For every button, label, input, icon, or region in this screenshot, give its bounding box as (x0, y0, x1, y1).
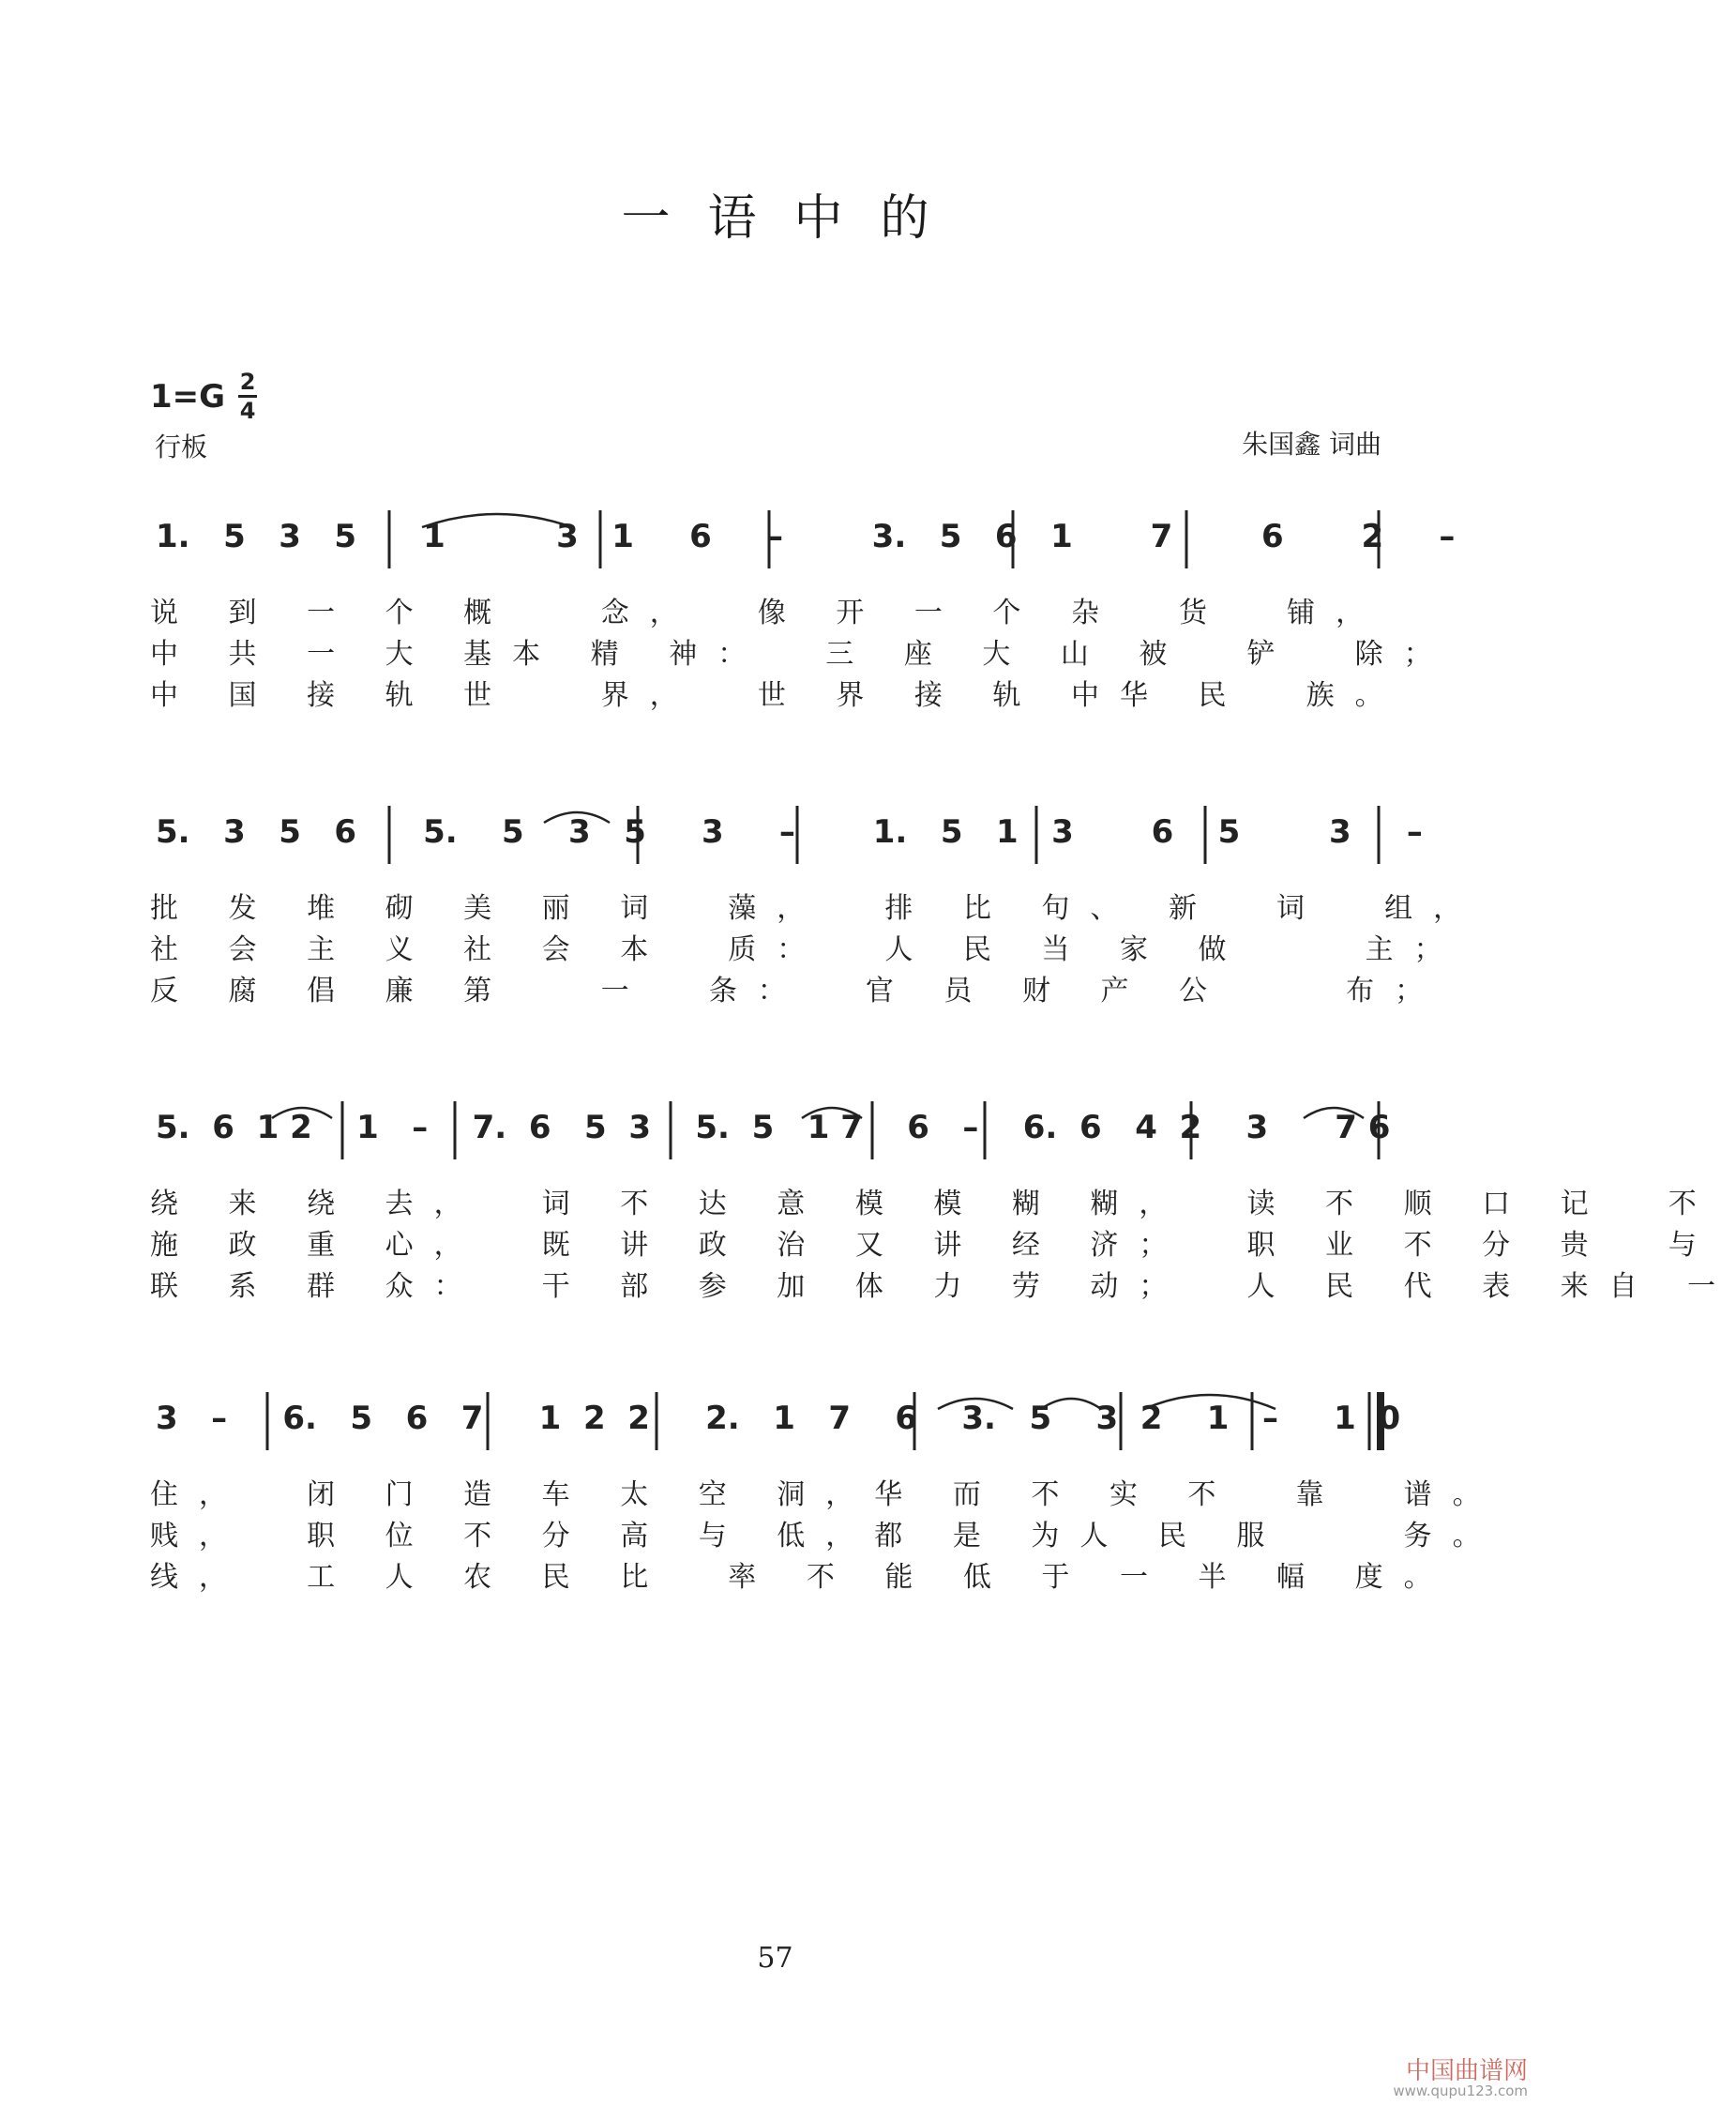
lyric-verse-2: 施 政 重 心， 既 讲 政 治 又 讲 经 济； 职 业 不 分 贵 与 (150, 1229, 1717, 1262)
lyric-verse-3: 中 国 接 轨 世 界， 世 界 接 轨 中华 民 族。 (150, 679, 1404, 712)
lyrics-block-3 (150, 1184, 1736, 1308)
music-system-3 (150, 1098, 1736, 1308)
song-title: 一语中的 (621, 190, 967, 247)
lyric-verse-2: 社 会 主 义 社 会 本 质： 人 民 当 家 做 主； (150, 933, 1463, 966)
staff-3 (150, 1098, 1397, 1163)
composer-credit: 朱国鑫 词曲 (1242, 429, 1381, 460)
watermark-text: 中国曲谱网 (1405, 2056, 1528, 2085)
notation-display-3: 5. 6 1 2 1 – 7. 6 5 3 5. 5 1 7 6 – 6. 6 4 2 3 7 6 (156, 1109, 1391, 1146)
lyric-verse-1: 说 到 一 个 概 念， 像 开 一 个 杂 货 铺， (150, 597, 1385, 629)
lyric-verse-2: 中 共 一 大 基本 精 神： 三 座 大 山 被 铲 除； (150, 638, 1453, 671)
time-signature-top: 2 (239, 369, 256, 395)
lyrics-block-4 (150, 1475, 1502, 1598)
lyric-verse-1: 绕 来 绕 去， 词 不 达 意 模 模 糊 糊， 读 不 顺 口 记 不 (150, 1188, 1717, 1220)
time-signature (238, 371, 257, 422)
notation-display-2: 5. 3 5 6 5. 5 3 5 3 – 1. 5 1 3 6 5 3 – (156, 813, 1423, 851)
lyric-verse-3: 联 系 群 众： 干 部 参 加 体 力 劳 动； 人 民 代 表 来自 一 (150, 1270, 1736, 1303)
music-system-2 (150, 802, 1483, 1012)
key-label: 1=G (150, 377, 226, 416)
staff-4 (150, 1388, 1401, 1454)
time-signature-bottom: 4 (239, 398, 256, 424)
key-signature (150, 371, 257, 422)
notation-display-1: 1. 5 3 5 1 3 1 6 – 3. 5 6 1 7 6 2 – (156, 518, 1456, 555)
site-watermark (1393, 2056, 1528, 2100)
tempo-marking: 行板 (155, 432, 208, 462)
notation-display-4: 3 – 6. 5 6 7 1 2 2 2. 1 7 6 3. 5 3 2 1 – 1 0 (156, 1400, 1401, 1437)
lyrics-block-1 (150, 593, 1453, 717)
lyric-verse-1: 住， 闭 门 造 车 太 空 洞，华 而 不 实 不 靠 谱。 (150, 1478, 1502, 1511)
lyric-verse-3: 线， 工 人 农 民 比 率 不 能 低 于 一 半 幅 度。 (150, 1561, 1453, 1594)
lyric-verse-3: 反 腐 倡 廉 第 一 条： 官 员 财 产 公 布； (150, 975, 1444, 1007)
page-number: 57 (757, 1942, 793, 1975)
staff-2 (150, 802, 1423, 868)
lyric-verse-1: 批 发 堆 砌 美 丽 词 藻， 排 比 句、 新 词 组， (150, 892, 1483, 925)
watermark-url: www.qupu123.com (1393, 2082, 1528, 2100)
music-system-4 (150, 1388, 1502, 1598)
lyrics-block-2 (150, 888, 1483, 1012)
music-system-1 (150, 507, 1456, 717)
staff-1 (150, 507, 1456, 572)
lyric-verse-2: 贱， 职 位 不 分 高 与 低，都 是 为人 民 服 务。 (150, 1520, 1502, 1552)
